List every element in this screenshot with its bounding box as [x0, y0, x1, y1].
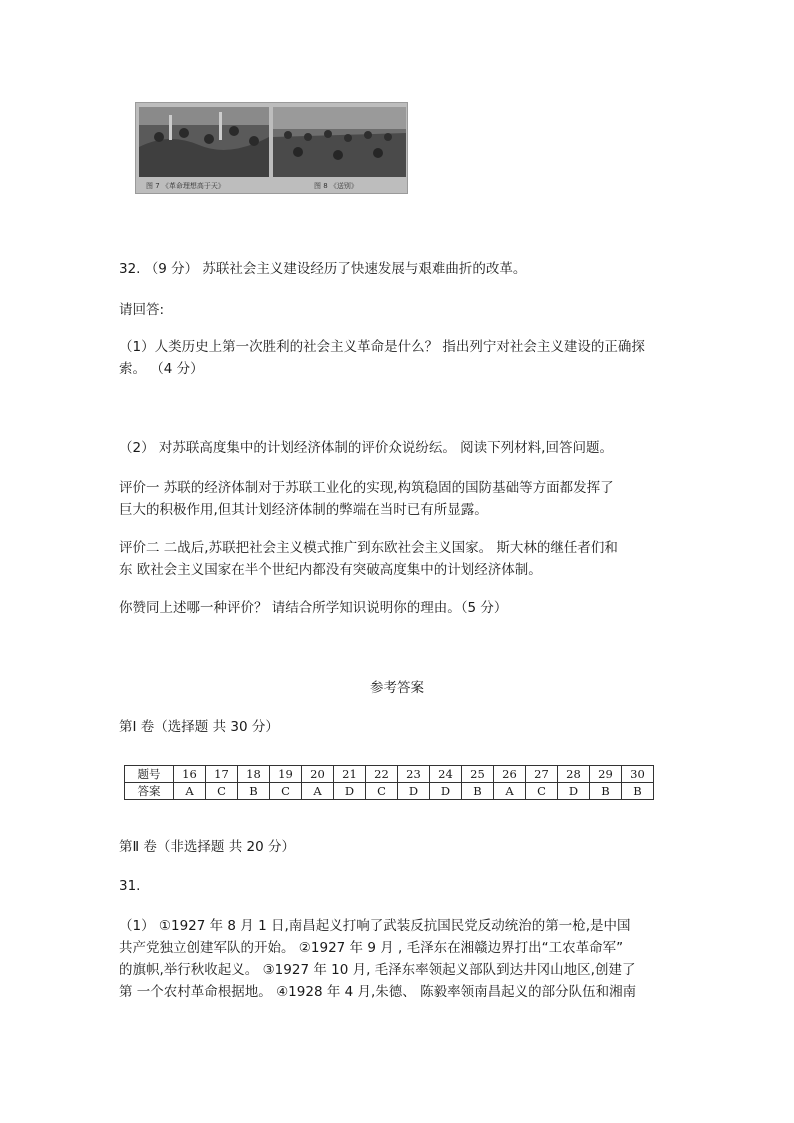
table-cell: A [302, 783, 334, 800]
evaluation-2-line2: 东 欧社会主义国家在半个世纪内都没有突破高度集中的计划经济体制。 [119, 562, 542, 578]
answer-31-line4: 第 一个农村革命根据地。 ④1928 年 4 月,朱德、 陈毅率领南昌起义的部分队伍和湘南 [119, 984, 637, 1000]
table-cell: 26 [494, 766, 526, 783]
table-header-number: 题号 [125, 766, 174, 783]
table-cell: 23 [398, 766, 430, 783]
table-cell: 19 [270, 766, 302, 783]
table-cell: 30 [622, 766, 654, 783]
figure7-image [139, 107, 269, 177]
table-cell: B [622, 783, 654, 800]
answers-part1-title: 第Ⅰ 卷（选择题 共 30 分） [119, 719, 279, 735]
figure-photos [135, 102, 408, 194]
table-cell: 28 [558, 766, 590, 783]
table-cell: B [590, 783, 622, 800]
table-cell: 24 [430, 766, 462, 783]
table-cell: D [430, 783, 462, 800]
question-32-sub1-line1: （1）人类历史上第一次胜利的社会主义革命是什么？ 指出列宁对社会主义建设的正确探 [119, 339, 645, 355]
table-cell: 16 [174, 766, 206, 783]
table-cell: 20 [302, 766, 334, 783]
answer-table [124, 765, 654, 800]
question-32-ask: 你赞同上述哪一种评价？ 请结合所学知识说明你的理由。（5 分） [119, 600, 508, 616]
table-cell: C [366, 783, 398, 800]
table-cell: B [238, 783, 270, 800]
evaluation-2-line1: 评价二 二战后,苏联把社会主义模式推广到东欧社会主义国家。 斯大林的继任者们和 [119, 540, 618, 556]
question-32-sub1-line2: 索。 （4 分） [119, 361, 204, 377]
evaluation-1-line2: 巨大的积极作用,但其计划经济体制的弊端在当时已有所显露。 [119, 502, 488, 518]
table-cell: 22 [366, 766, 398, 783]
figure8-image [273, 107, 406, 177]
figure8-caption: 图 8 《送别》 [314, 182, 358, 190]
table-cell: D [558, 783, 590, 800]
answers-heading: 参考答案 [370, 680, 424, 696]
table-row [125, 783, 654, 800]
answer-31-line3: 的旗帜,举行秋收起义。 ③1927 年 10 月, 毛泽东率领起义部队到达井冈山地区,创建了 [119, 962, 636, 978]
answers-part2-title: 第Ⅱ 卷（非选择题 共 20 分） [119, 839, 295, 855]
table-cell: 27 [526, 766, 558, 783]
table-cell: C [526, 783, 558, 800]
table-cell: C [206, 783, 238, 800]
evaluation-1-line1: 评价一 苏联的经济体制对于苏联工业化的实现,构筑稳固的国防基础等方面都发挥了 [119, 480, 614, 496]
question-32-title: 32. （9 分） 苏联社会主义建设经历了快速发展与艰难曲折的改革。 [119, 261, 527, 277]
answer-31-line1: （1） ①1927 年 8 月 1 日,南昌起义打响了武装反抗国民党反动统治的第一枪,是中国 [119, 918, 631, 934]
figure7-caption: 图 7 《革命理想高于天》 [146, 182, 225, 190]
table-cell: 17 [206, 766, 238, 783]
table-cell: B [462, 783, 494, 800]
table-cell: D [398, 783, 430, 800]
table-cell: C [270, 783, 302, 800]
answer-31-line2: 共产党独立创建军队的开始。 ②1927 年 9 月 , 毛泽东在湘赣边界打出“工农革命军” [119, 940, 624, 956]
table-cell: A [494, 783, 526, 800]
table-row [125, 766, 654, 783]
table-cell: 18 [238, 766, 270, 783]
question-32-prompt: 请回答: [119, 302, 165, 318]
question-32-sub2: （2） 对苏联高度集中的计划经济体制的评价众说纷纭。 阅读下列材料,回答问题。 [119, 440, 613, 456]
table-cell: 25 [462, 766, 494, 783]
table-cell: 29 [590, 766, 622, 783]
table-header-answer: 答案 [125, 783, 174, 800]
table-cell: 21 [334, 766, 366, 783]
table-cell: D [334, 783, 366, 800]
question-31-number: 31. [119, 878, 141, 894]
table-cell: A [174, 783, 206, 800]
